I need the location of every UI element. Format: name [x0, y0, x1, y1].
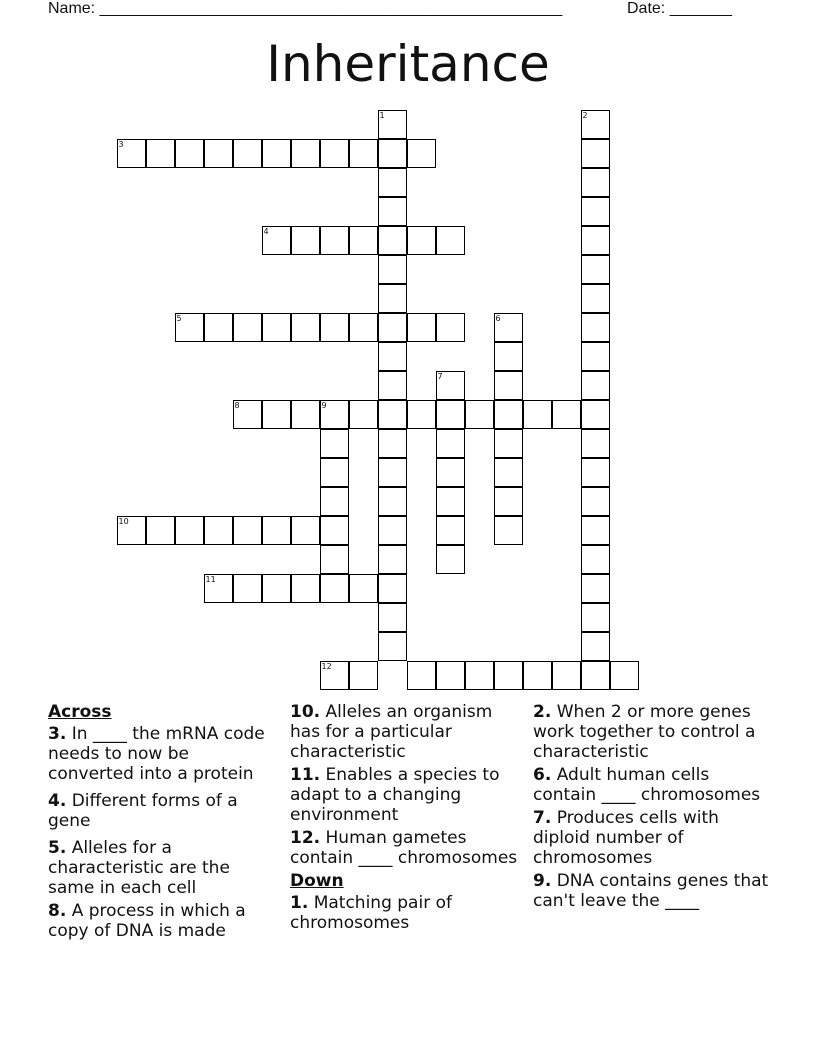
grid-cell[interactable]: [378, 139, 407, 168]
grid-cell[interactable]: [407, 400, 436, 429]
grid-cell[interactable]: [349, 139, 378, 168]
grid-cell[interactable]: [233, 400, 262, 429]
grid-cell[interactable]: [378, 429, 407, 458]
grid-cell[interactable]: [494, 516, 523, 545]
grid-cell[interactable]: [407, 661, 436, 690]
clue-across-3: 3. In ____ the mRNA code needs to now be converted into a protein: [48, 724, 265, 784]
grid-cell[interactable]: [204, 139, 233, 168]
grid-cell[interactable]: [436, 516, 465, 545]
grid-cell[interactable]: [494, 487, 523, 516]
grid-cell[interactable]: [291, 516, 320, 545]
grid-cell[interactable]: [320, 139, 349, 168]
grid-cell[interactable]: [581, 168, 610, 197]
grid-cell[interactable]: [175, 516, 204, 545]
grid-cell[interactable]: [378, 110, 407, 139]
grid-cell[interactable]: [291, 400, 320, 429]
grid-cell[interactable]: [436, 487, 465, 516]
grid-cell[interactable]: [552, 661, 581, 690]
grid-cell[interactable]: [349, 313, 378, 342]
clue-column-1: [48, 702, 276, 941]
grid-cell[interactable]: [320, 661, 349, 690]
grid-cell[interactable]: [436, 545, 465, 574]
grid-cell[interactable]: [349, 226, 378, 255]
clue-across-4: 4. Different forms of a gene: [48, 791, 238, 831]
grid-cell[interactable]: [378, 255, 407, 284]
grid-cell[interactable]: [320, 458, 349, 487]
clue-number: 2: [582, 110, 588, 120]
grid-cell[interactable]: [291, 574, 320, 603]
clue-number: 1: [379, 110, 385, 120]
grid-cell[interactable]: [581, 371, 610, 400]
clue-number: 4: [263, 226, 269, 236]
clue-down-9: 9. DNA contains genes that can't leave the ____: [533, 871, 769, 911]
page-title: Inheritance: [266, 35, 550, 93]
clue-down-2: 2. When 2 or more genes work together to control a characteristic: [533, 702, 756, 762]
clue-number: 6: [495, 313, 501, 323]
clue-across-8: 8. A process in which a copy of DNA is made: [48, 901, 246, 941]
grid-cell[interactable]: [378, 574, 407, 603]
grid-cell[interactable]: [378, 284, 407, 313]
grid-cell[interactable]: [262, 400, 291, 429]
grid-cell[interactable]: [494, 458, 523, 487]
grid-cell[interactable]: [494, 661, 523, 690]
clue-down-6: 6. Adult human cells contain ____ chromosomes: [533, 765, 761, 805]
grid-cell[interactable]: [378, 371, 407, 400]
grid-cell[interactable]: [407, 139, 436, 168]
grid-cell[interactable]: [175, 139, 204, 168]
grid-cell[interactable]: [581, 313, 610, 342]
grid-cell[interactable]: [436, 226, 465, 255]
grid-cell[interactable]: [581, 429, 610, 458]
grid-cell[interactable]: [378, 545, 407, 574]
grid-cell[interactable]: [436, 458, 465, 487]
grid-cell[interactable]: [465, 400, 494, 429]
grid-cell[interactable]: [581, 545, 610, 574]
grid-cell[interactable]: [349, 574, 378, 603]
grid-cell[interactable]: [146, 139, 175, 168]
grid-cell[interactable]: [494, 429, 523, 458]
clue-number: 9: [321, 400, 327, 410]
grid-cell[interactable]: [204, 313, 233, 342]
grid-cell[interactable]: [494, 313, 523, 342]
grid-cell[interactable]: [581, 661, 610, 690]
date-field-label: Date: _______: [627, 0, 732, 17]
across-heading: Across: [48, 702, 112, 722]
grid-cell[interactable]: [436, 371, 465, 400]
clue-column-3: [533, 702, 773, 911]
grid-cell[interactable]: [378, 400, 407, 429]
grid-cell[interactable]: [233, 313, 262, 342]
grid-cell[interactable]: [262, 226, 291, 255]
grid-cell[interactable]: [581, 458, 610, 487]
grid-cell[interactable]: [610, 661, 639, 690]
grid-cell[interactable]: [494, 371, 523, 400]
down-heading: Down: [290, 871, 344, 891]
clue-across-12: 12. Human gametes contain ____ chromosomes: [290, 828, 518, 868]
grid-cell[interactable]: [378, 487, 407, 516]
clue-down-7: 7. Produces cells with diploid number of chromosomes: [533, 808, 719, 868]
grid-cell[interactable]: [581, 342, 610, 371]
clue-across-11: 11. Enables a species to adapt to a changing environment: [290, 765, 500, 825]
clue-across-5: 5. Alleles for a characteristic are the same in each cell: [48, 838, 230, 898]
grid-cell[interactable]: [320, 516, 349, 545]
grid-cell[interactable]: [262, 516, 291, 545]
grid-cell[interactable]: [581, 197, 610, 226]
clue-number: 12: [321, 661, 332, 671]
grid-cell[interactable]: [465, 661, 494, 690]
grid-cell[interactable]: [291, 313, 320, 342]
grid-cell[interactable]: [349, 661, 378, 690]
grid-cell[interactable]: [378, 313, 407, 342]
grid-cell[interactable]: [407, 226, 436, 255]
clue-column-2: [290, 702, 518, 933]
grid-cell[interactable]: [262, 139, 291, 168]
grid-cell[interactable]: [581, 632, 610, 661]
grid-cell[interactable]: [204, 574, 233, 603]
grid-cell[interactable]: [523, 400, 552, 429]
grid-cell[interactable]: [436, 400, 465, 429]
grid-cell[interactable]: [581, 487, 610, 516]
clue-number: 8: [234, 400, 240, 410]
name-field-label: Name: ____________________________________________________: [48, 0, 563, 17]
grid-cell[interactable]: [523, 661, 552, 690]
grid-cell[interactable]: [175, 313, 204, 342]
grid-cell[interactable]: [581, 516, 610, 545]
grid-cell[interactable]: [378, 458, 407, 487]
grid-cell[interactable]: [320, 487, 349, 516]
clue-across-10: 10. Alleles an organism has for a particular characteristic: [290, 702, 493, 762]
grid-cell[interactable]: [581, 284, 610, 313]
grid-cell[interactable]: [436, 313, 465, 342]
grid-cell[interactable]: [436, 429, 465, 458]
grid-cell[interactable]: [349, 400, 378, 429]
clue-number: 3: [118, 139, 124, 149]
grid-cell[interactable]: [233, 516, 262, 545]
grid-cell[interactable]: [581, 110, 610, 139]
clue-number: 10: [118, 516, 129, 526]
grid-cell[interactable]: [436, 661, 465, 690]
grid-cell[interactable]: [494, 342, 523, 371]
clue-number: 7: [437, 371, 443, 381]
grid-cell[interactable]: [146, 516, 175, 545]
grid-cell[interactable]: [117, 516, 146, 545]
grid-cell[interactable]: [291, 226, 320, 255]
grid-cell[interactable]: [262, 313, 291, 342]
grid-cell[interactable]: [581, 226, 610, 255]
grid-cell[interactable]: [552, 400, 581, 429]
grid-cell[interactable]: [320, 400, 349, 429]
grid-cell[interactable]: [204, 516, 233, 545]
grid-cell[interactable]: [378, 197, 407, 226]
clue-down-1: 1. Matching pair of chromosomes: [290, 893, 452, 933]
grid-cell[interactable]: [581, 603, 610, 632]
grid-cell[interactable]: [117, 139, 146, 168]
grid-cell[interactable]: [262, 574, 291, 603]
grid-cell[interactable]: [378, 516, 407, 545]
grid-cell[interactable]: [581, 574, 610, 603]
clue-number: 5: [176, 313, 182, 323]
grid-cell[interactable]: [320, 226, 349, 255]
grid-cell[interactable]: [233, 574, 262, 603]
grid-cell[interactable]: [378, 168, 407, 197]
grid-cell[interactable]: [320, 429, 349, 458]
grid-cell[interactable]: [407, 313, 436, 342]
clue-number: 11: [205, 574, 216, 584]
grid-cell[interactable]: [378, 226, 407, 255]
grid-cell[interactable]: [581, 400, 610, 429]
grid-cell[interactable]: [581, 255, 610, 284]
grid-cell[interactable]: [494, 400, 523, 429]
grid-cell[interactable]: [320, 313, 349, 342]
grid-cell[interactable]: [378, 342, 407, 371]
grid-cell[interactable]: [320, 574, 349, 603]
grid-cell[interactable]: [378, 603, 407, 632]
grid-cell[interactable]: [581, 139, 610, 168]
grid-cell[interactable]: [378, 632, 407, 661]
grid-cell[interactable]: [233, 139, 262, 168]
grid-cell[interactable]: [320, 545, 349, 574]
grid-cell[interactable]: [291, 139, 320, 168]
